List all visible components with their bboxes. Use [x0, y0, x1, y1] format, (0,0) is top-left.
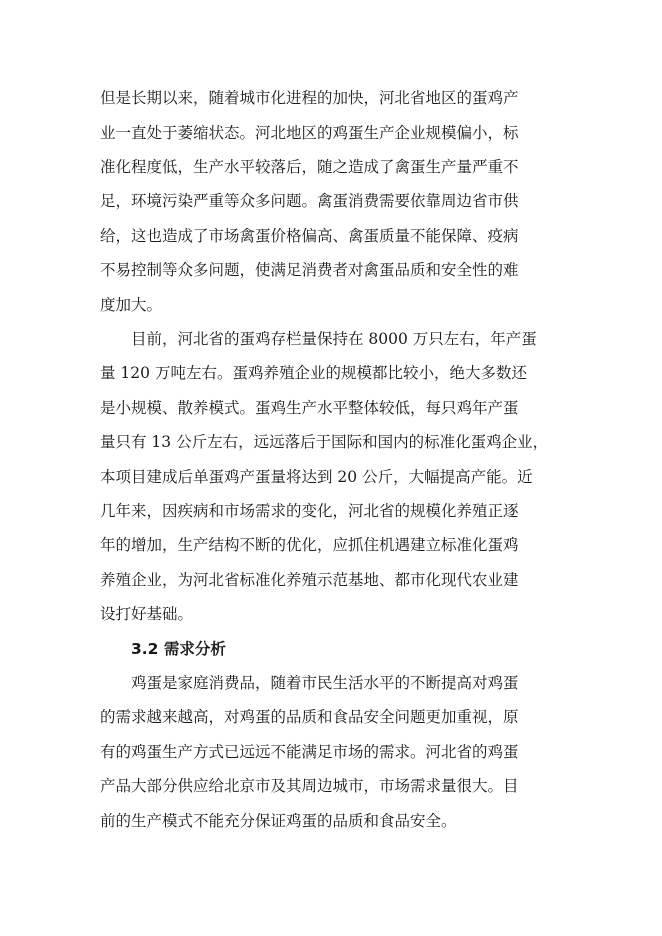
paragraph-2-line-9: 设打好基础。 [100, 605, 194, 623]
paragraph-3-line-4: 产品大部分供应给北京市及其周边城市，市场需求量很大。目 [100, 777, 519, 795]
paragraph-3-line-5: 前的生产模式不能充分保证鸡蛋的品质和食品安全。 [100, 812, 457, 830]
paragraph-2-line-5: 本项目建成后单蛋鸡产蛋量将达到 20 公斤，大幅提高产能。近 [100, 468, 533, 486]
paragraph-2-line-7: 年的增加，生产结构不断的优化，应抓住机遇建立标准化蛋鸡 [100, 536, 519, 554]
section-heading: 3.2 需求分析 [131, 640, 226, 658]
paragraph-2-line-6: 几年来，因疾病和市场需求的变化，河北省的规模化养殖正逐 [100, 502, 519, 520]
paragraph-2-line-2: 量 120 万吨左右。蛋鸡养殖企业的规模都比较小，绝大多数还 [100, 364, 527, 382]
paragraph-1-line-1: 但是长期以来，随着城市化进程的加快，河北省地区的蛋鸡产 [100, 89, 519, 107]
paragraph-1-line-2: 业一直处于萎缩状态。河北地区的鸡蛋生产企业规模偏小，标 [100, 124, 519, 142]
paragraph-1-line-5: 给，这也造成了市场禽蛋价格偏高、禽蛋质量不能保障、疫病 [100, 227, 519, 245]
paragraph-2-line-8: 养殖企业，为河北省标准化养殖示范基地、都市化现代农业建 [100, 571, 519, 589]
paragraph-1-line-3: 准化程度低，生产水平较落后，随之造成了禽蛋生产量严重不 [100, 158, 519, 176]
paragraph-2-line-1: 目前，河北省的蛋鸡存栏量保持在 8000 万只左右，年产蛋 [131, 330, 537, 348]
paragraph-3-line-1: 鸡蛋是家庭消费品，随着市民生活水平的不断提高对鸡蛋 [131, 674, 519, 692]
paragraph-1-line-6: 不易控制等众多问题，使满足消费者对禽蛋品质和安全性的难 [100, 261, 519, 279]
paragraph-2-line-4: 量只有 13 公斤左右，远远落后于国际和国内的标准化蛋鸡企业， [100, 433, 549, 451]
paragraph-3-line-2: 的需求越来越高，对鸡蛋的品质和食品安全问题更加重视，原 [100, 708, 519, 726]
paragraph-2-line-3: 是小规模、散养模式。蛋鸡生产水平整体较低，每只鸡年产蛋 [100, 399, 519, 417]
paragraph-3-line-3: 有的鸡蛋生产方式已远远不能满足市场的需求。河北省的鸡蛋 [100, 743, 519, 761]
paragraph-1-line-7: 度加大。 [100, 296, 163, 314]
paragraph-1-line-4: 足，环境污染严重等众多问题。禽蛋消费需要依靠周边省市供 [100, 192, 519, 210]
